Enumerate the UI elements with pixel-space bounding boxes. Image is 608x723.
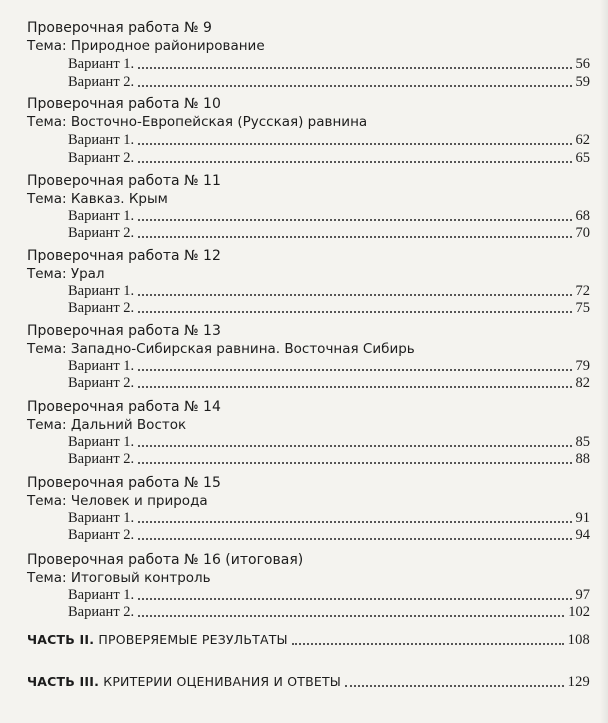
toc-part-entry[interactable] [27,631,590,649]
section-topic: Тема: Дальний Восток [27,417,187,433]
dot-leader [345,685,564,687]
section-topic: Тема: Итоговый контроль [27,570,211,586]
part-number: ЧАСТЬ II. [27,632,95,647]
section-title: Проверочная работа № 16 (итоговая) [27,552,304,568]
toc-entry[interactable] [68,509,590,527]
page-number: 88 [575,451,590,467]
section-topic: Тема: Урал [27,266,105,282]
toc-part-entry[interactable] [27,673,590,691]
part-title: ПРОВЕРЯЕМЫЕ РЕЗУЛЬТАТЫ [98,632,288,647]
entry-label: Вариант 2. [68,74,135,90]
entry-label: Вариант 1. [68,358,135,374]
section-topic: Тема: Восточно-Европейская (Русская) равнина [27,114,368,130]
section-title: Проверочная работа № 11 [27,173,221,189]
page-number: 85 [575,434,590,450]
section-title: Проверочная работа № 12 [27,248,221,264]
part-number: ЧАСТЬ III. [27,674,100,689]
toc-entry[interactable] [68,149,590,167]
dot-leader [138,311,571,313]
page-number: 79 [575,358,590,374]
toc-entry[interactable] [68,207,590,225]
entry-label: Вариант 2. [68,604,135,620]
toc-entry[interactable] [68,526,590,544]
entry-label: Вариант 1. [68,132,135,148]
dot-leader [138,598,571,600]
page-number: 91 [575,510,590,526]
entry-label: Вариант 1. [68,434,135,450]
entry-label: Вариант 2. [68,451,135,467]
dot-leader [138,294,571,296]
page-number: 75 [575,300,590,316]
section-topic: Тема: Западно-Сибирская равнина. Восточная Сибирь [27,341,415,357]
section-title: Проверочная работа № 10 [27,96,221,112]
dot-leader [292,643,564,645]
page-edge-shadow [600,0,608,723]
part-title: КРИТЕРИИ ОЦЕНИВАНИЯ И ОТВЕТЫ [103,674,342,689]
dot-leader [138,462,571,464]
page-number: 97 [575,587,590,603]
section-topic: Тема: Кавказ. Крым [27,191,168,207]
toc-entry[interactable] [68,433,590,451]
entry-label: Вариант 1. [68,283,135,299]
dot-leader [138,386,571,388]
page-number: 72 [575,283,590,299]
dot-leader [138,67,571,69]
section-title: Проверочная работа № 9 [27,20,212,36]
dot-leader [138,236,571,238]
dot-leader [138,369,571,371]
toc-entry[interactable] [68,357,590,375]
toc-entry[interactable] [68,55,590,73]
section-title: Проверочная работа № 15 [27,475,221,491]
toc-entry[interactable] [68,131,590,149]
entry-label: Вариант 1. [68,587,135,603]
toc-entry[interactable] [68,450,590,468]
page-number: 94 [575,527,590,543]
page-number: 59 [575,74,590,90]
page-number: 68 [575,208,590,224]
entry-label: Вариант 2. [68,225,135,241]
page-number: 82 [575,375,590,391]
page-number: 65 [575,150,590,166]
page-number: 56 [575,56,590,72]
toc-entry[interactable] [68,299,590,317]
entry-label: Вариант 1. [68,208,135,224]
dot-leader [138,538,571,540]
entry-label: Вариант 2. [68,150,135,166]
dot-leader [138,161,571,163]
section-topic: Тема: Человек и природа [27,493,208,509]
entry-label: Вариант 1. [68,56,135,72]
entry-label: Вариант 2. [68,375,135,391]
toc-entry[interactable] [68,603,590,621]
toc-entry[interactable] [68,586,590,604]
section-topic: Тема: Природное районирование [27,38,265,54]
entry-label: Вариант 1. [68,510,135,526]
dot-leader [138,143,571,145]
dot-leader [138,445,571,447]
dot-leader [138,219,571,221]
toc-entry[interactable] [68,282,590,300]
page-number: 102 [568,604,590,620]
entry-label: Вариант 2. [68,527,135,543]
section-title: Проверочная работа № 13 [27,323,221,339]
toc-entry[interactable] [68,374,590,392]
dot-leader [138,615,564,617]
dot-leader [138,85,571,87]
toc-entry[interactable] [68,73,590,91]
page-number: 62 [575,132,590,148]
page-number: 108 [567,632,590,648]
toc-entry[interactable] [68,224,590,242]
page-number: 129 [567,674,590,690]
section-title: Проверочная работа № 14 [27,399,221,415]
entry-label: Вариант 2. [68,300,135,316]
page-number: 70 [575,225,590,241]
dot-leader [138,521,571,523]
